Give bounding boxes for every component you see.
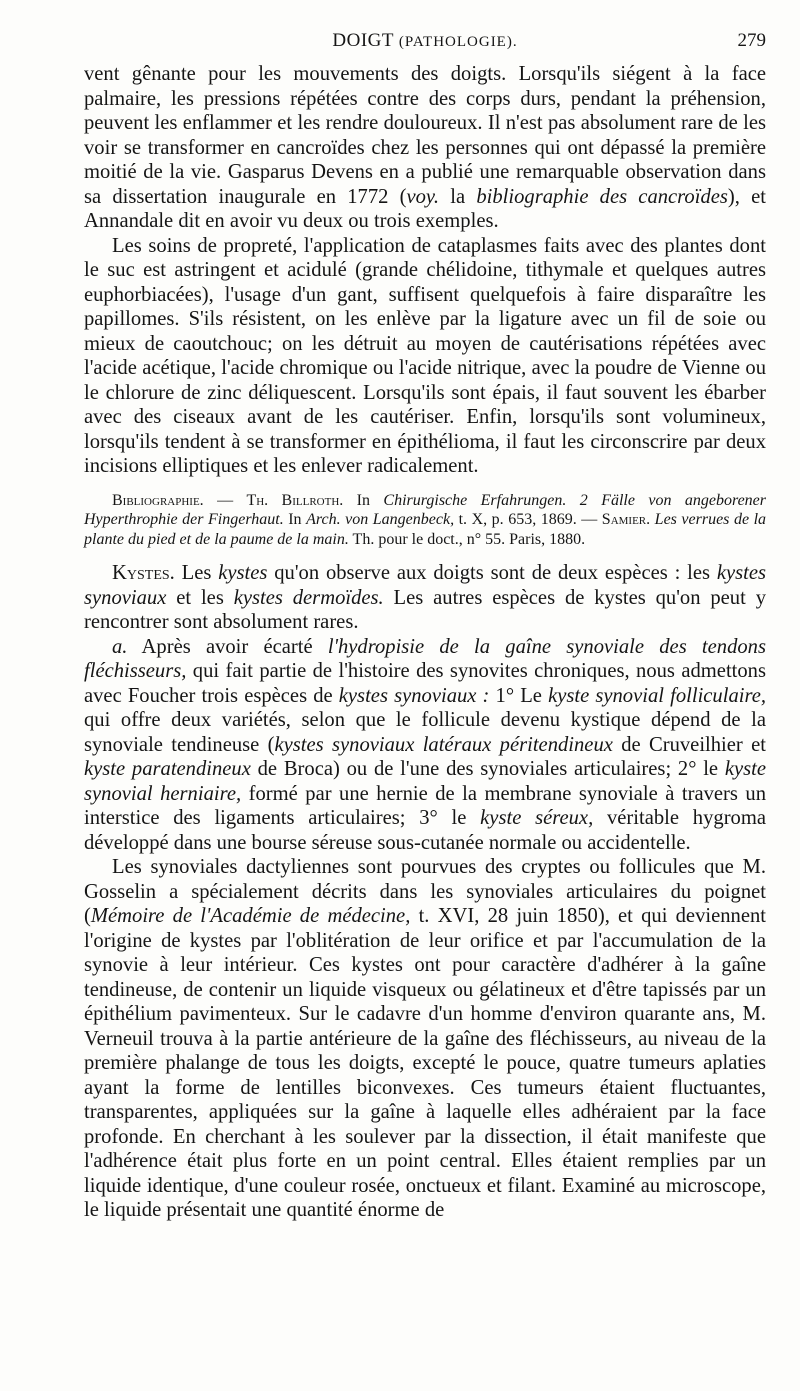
italic-run: kyste paratendineux xyxy=(84,758,251,780)
text-run: t. X, p. 653, 1869. — xyxy=(454,511,602,528)
text-run: vent gênante pour les mouvements des doigts. Lorsqu'ils siégent à la face palmaire, les pressions répétées contre des corps durs, pendant la préhension, peuvent les enflammer et les rendre douloureux. Il n'est pas absolument rare de les voir se transformer en cancroïdes chez les personnes qui ont dépassé la première moitié de la vie. Gasparus Devens en a publié une remarquable observation dans sa dissertation inaugurale en 1772 ( xyxy=(84,63,766,208)
text-run: ), et Annandale dit en avoir vu deux ou trois exemples. xyxy=(84,185,766,232)
text-run: In xyxy=(283,511,307,528)
author-name: Th. Billroth. xyxy=(246,491,344,509)
italic-run: kystes synoviaux : xyxy=(338,684,490,707)
italic-run: kyste synovial folliculaire, xyxy=(548,684,767,707)
running-header xyxy=(84,28,766,62)
italic-run: Chirurgische Erfahrungen. 2 Fälle von angeborener Hyperthrophie der Fingerhaut. xyxy=(84,491,766,528)
italic-run: kyste séreux, xyxy=(480,807,594,829)
italic-run: bibliographie des cancroïdes xyxy=(476,185,728,208)
text-run: Après avoir écarté xyxy=(127,635,328,658)
italic-run: voy. xyxy=(406,185,440,208)
italic-run: l'hydropisie de la gaîne synoviale des tendons fléchisseurs, xyxy=(84,635,766,682)
biblio-label: Bibliographie. xyxy=(112,491,204,509)
text-run: véritable hygroma développé dans une bourse séreuse sous-cutanée normale ou accidentelle. xyxy=(84,807,767,854)
header-subtitle: (PATHOLOGIE). xyxy=(398,34,518,50)
text-run: 1° Le xyxy=(489,684,549,707)
page-number: 279 xyxy=(737,30,766,51)
book-page xyxy=(84,28,766,1223)
header-title xyxy=(84,30,766,52)
italic-run: Arch. von Langenbeck, xyxy=(306,511,455,528)
text-run: qu'on observe aux doigts sont de deux espèces : les xyxy=(267,562,717,584)
text-run: Th. pour le doct., n° 55. Paris, 1880. xyxy=(348,530,586,548)
italic-run: kystes synoviaux latéraux péritendineux xyxy=(274,733,613,756)
paragraph-kystes-synoviaux xyxy=(84,635,766,856)
italic-run: Les verrues de la plante du pied et de la paume de la main. xyxy=(84,511,767,548)
text-run: In xyxy=(343,491,384,509)
text-run: formé par une hernie de la membrane synoviale à travers un interstice des ligaments articulaires; 3° le xyxy=(84,782,766,829)
text-run: qui fait partie de l'histoire des synovites chroniques, nous admettons avec Foucher trois espèces de xyxy=(84,660,766,707)
header-title-text: DOIGT xyxy=(332,30,394,51)
italic-run: kystes dermoïdes. xyxy=(233,586,384,609)
text-run: de Broca) ou de l'une des synoviales articulaires; 2° le xyxy=(250,758,725,780)
section-heading: Kystes. xyxy=(112,562,175,584)
paragraph-cancroides xyxy=(84,62,766,234)
text-run: qui offre deux variétés, selon que le follicule devenu kystique dépend de la synoviale tendineuse ( xyxy=(84,709,766,756)
paragraph-synoviales-dactyliennes xyxy=(84,855,766,1223)
text-run: Les autres espèces de kystes qu'on peut y rencontrer sont absolument rares. xyxy=(84,586,766,633)
italic-run: kyste synovial herniaire, xyxy=(84,758,767,805)
italic-run: kystes synoviaux xyxy=(84,562,766,609)
bibliography-note xyxy=(84,491,766,550)
italic-run: Mémoire de l'Académie de médecine, xyxy=(90,905,411,927)
paragraph-kystes xyxy=(84,561,766,635)
author-name: Samier. xyxy=(601,511,651,528)
text-run: — xyxy=(203,491,247,509)
text-run: la xyxy=(439,185,477,208)
text-run: de Cruveilhier et xyxy=(612,733,766,756)
text-run: et les xyxy=(166,586,234,609)
italic-run: a. xyxy=(112,635,128,658)
paragraph-traitement: Les soins de propreté, l'application de cataplasmes faits avec des plantes dont le suc est astringent et acidulé (grande chélidoine, tithymale et quelques autres euphorbiacées), l'usage d'un gant, suffisent quelquefois à faire disparaître les papillomes. S'ils résistent, on les enlève par la ligature avec un fil de soie ou mieux de caoutchouc; on les détruit au moyen de cautérisations répétées avec l'acide acétique, l'acide chromique ou l'acide nitrique, avec la poudre de Vienne ou le chlorure de zinc déliquescent. Lorsqu'ils sont épais, il faut souvent les ébarber avec des ciseaux avant de les cautériser. Enfin, lorsqu'ils sont volumineux, lorsqu'ils tendent à se transformer en épithélioma, il faut les circonscrire par deux incisions elliptiques et les enlever radicalement. xyxy=(84,234,766,477)
text-run: Les synoviales dactyliennes sont pourvues des cryptes ou follicules que M. Gosselin a spécialement décrits dans les synoviales articulaires du poignet ( xyxy=(84,856,766,927)
text-run: t. XVI, 28 juin 1850), et qui deviennent l'origine de kystes par l'oblitération de leur orifice et par l'accumulation de la synovie à leur intérieur. Ces kystes ont pour caractère d'adhérer à la gaîne tendineuse, de contenir un liquide visqueux ou gélatineux et d'être tapissés par un épithélium pavimenteux. Sur le cadavre d'un homme d'environ quarante ans, M. Verneuil trouva à la partie antérieure de la gaîne des fléchisseurs, au niveau de la première phalange de tous les doigts, excepté le pouce, quatre tumeurs aplaties ayant la forme de lentilles biconvexes. Ces tumeurs étaient fluctuantes, transparentes, appliquées sur la gaîne à laquelle elles adhéraient par la face profonde. En cherchant à les soulever par la dissection, il était manifeste que l'adhérence était plus forte en un point central. Elles étaient remplies par un liquide identique, d'une couleur rosée, onctueux et filant. Examiné au microscope, le liquide présentait une quantité énorme de xyxy=(84,905,766,1221)
text-run: Les xyxy=(174,562,219,584)
italic-run: kystes xyxy=(218,562,268,584)
